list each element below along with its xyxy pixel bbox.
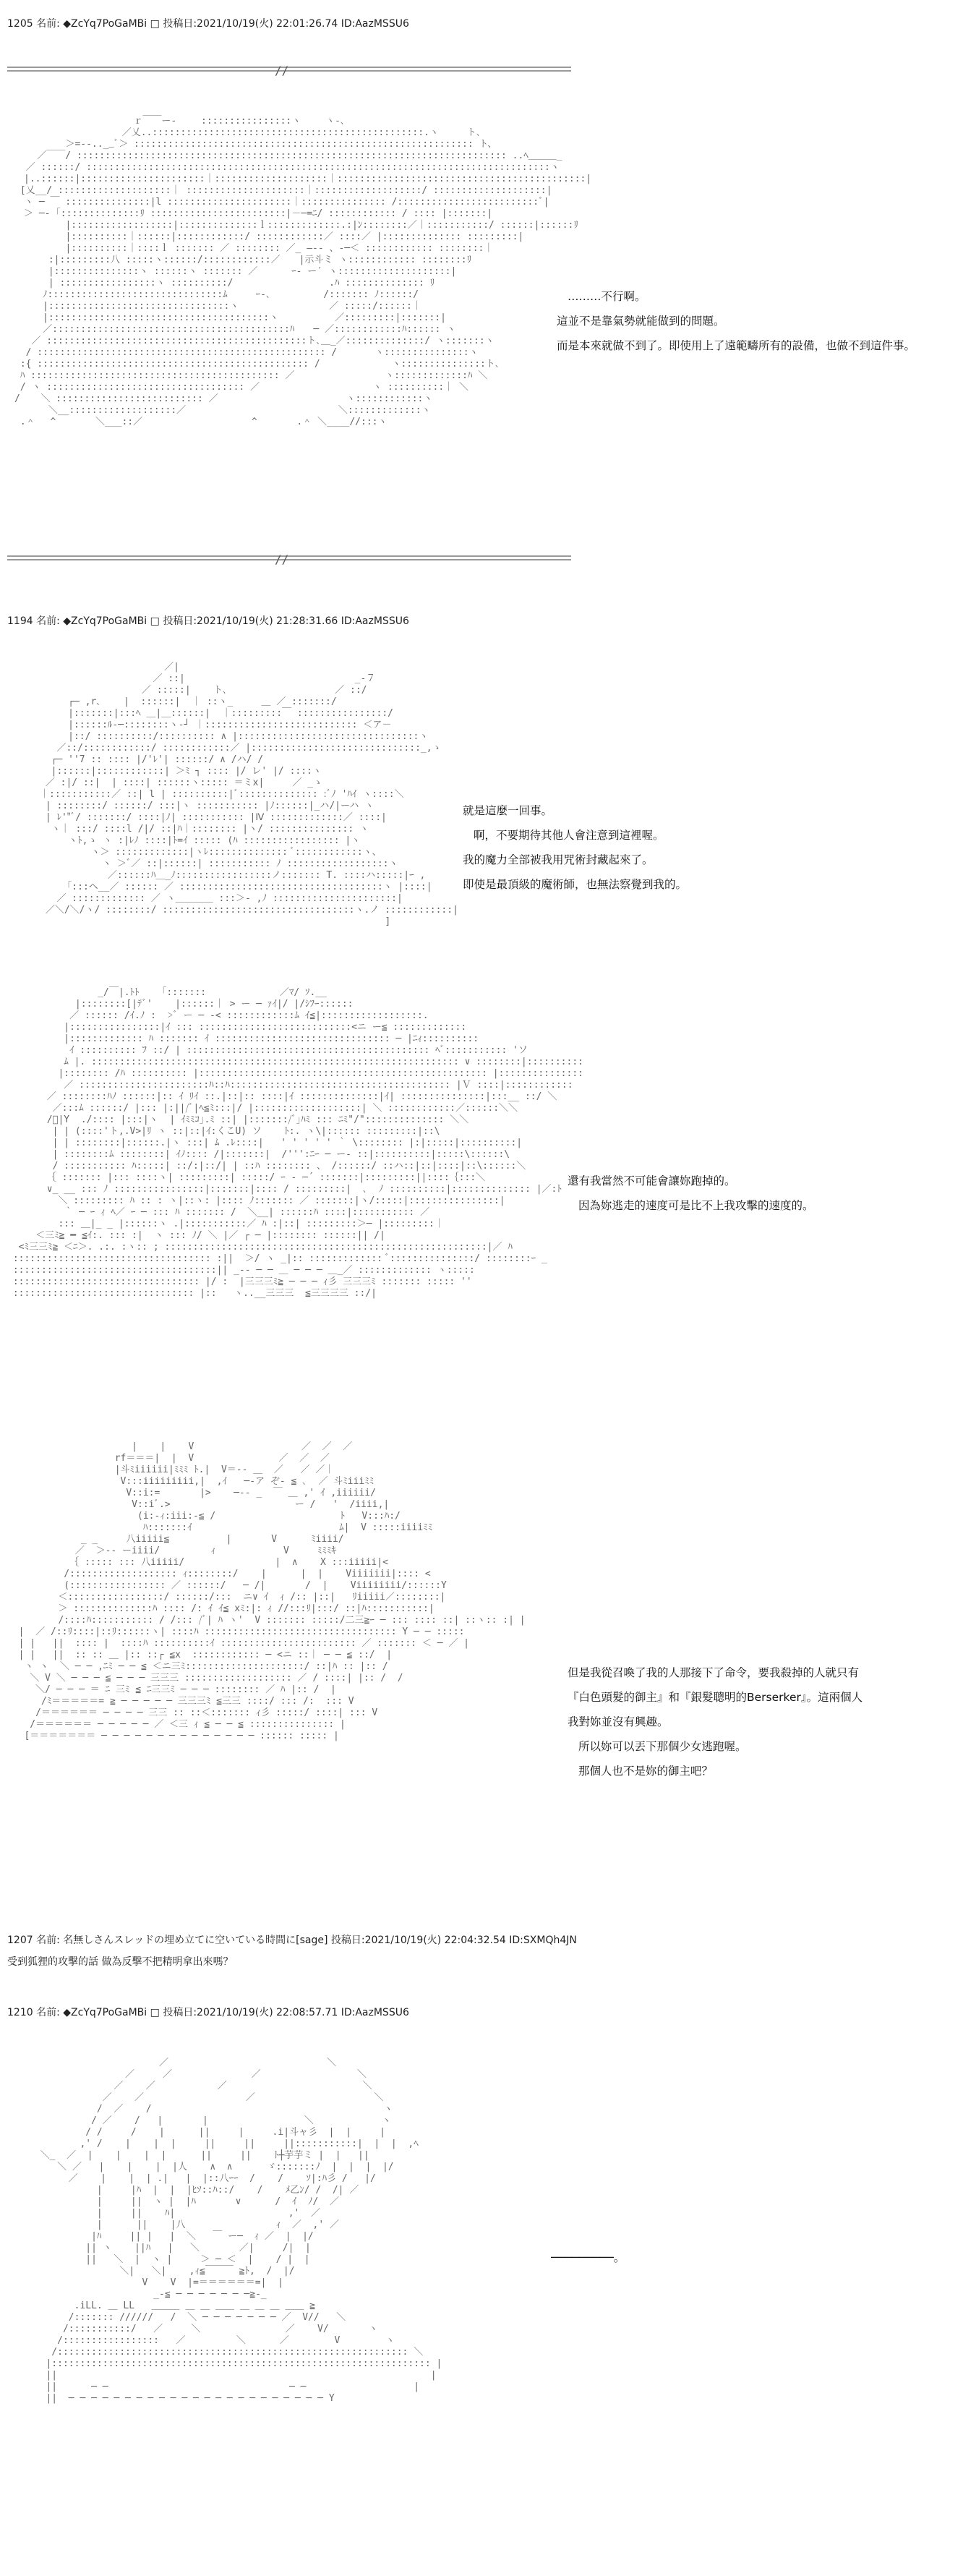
- dialogue-line: 就是這麼一回事。: [463, 804, 553, 817]
- trip-icon: □: [150, 2007, 160, 2018]
- name-label: 名前:: [36, 615, 60, 627]
- divider-line: [7, 67, 571, 68]
- dialogue-line: 所以妳可以丟下那個少女逃跑喔。: [578, 1740, 747, 1753]
- poster-id[interactable]: ID:AazMSSU6: [341, 18, 409, 30]
- date-label: 投稿日:: [330, 1935, 365, 1946]
- post-number: 1207: [7, 1935, 33, 1946]
- dialogue-line: 我的魔力全部被我用咒術封藏起來了。: [463, 853, 654, 866]
- post-header-1194: [7, 613, 409, 628]
- name-label: 名前:: [36, 18, 60, 30]
- divider-line: [7, 70, 571, 72]
- post-1194-text-block-1: [463, 798, 687, 897]
- ascii-art-boy-figure: ／ ＼ ／ ／ ／ ＼ ／ ／ ／ ＼ ／ ／ ／ ＼ / ／ / ヽ / ／ / | | ＼ ヽ / / / | || | .i|斗ャ彡 | | | ,' / | | | || || ||:::::::::::| | | ,ﾍ ＼_ ／ | | | | || || ﾄ┼芋芋ミ | | || ＼ ／ | | | |人 ∧ ∧ ゞ:::::::ﾉ | | | |/ ／ | | | .| | |::八ｰｰ / / ｿ|:ﾊ彡 / |/ | |ﾊ | | |ﾋｿ::ﾊ::/ / ﾒ乙ﾝ/ / /| ／ | || ヽ | |ﾊ ∨ / ｲ ﾉ/ ／ | || ﾊ| ,' ／ | || |八 ｨ ／ ,' ／ |ﾊ || | | ＼ ￣ ー─ ｨ ／ | |/ || ヽ ||ﾊ | ＼ ／| /| | || ＼ | ヽ | ＞ ─ ＜ | / | | ＼| ＼| ,ｨ≦￣￣￣ ≧ﾄ, / |/ V V |=＝＝＝＝＝＝=| | _-≦ ─ ─ ─ ─ ─ ─ ─≧-_ .iLL. ＿ LL ＿＿＿ ＿ ＿ ＿＿ ＿ ＿ ＿ ＿＿ ≧ /::::::: ////// / ＼ ─ ─ ─ ─ ─ ─ ─ ／ V// ＼ /:::::::::::/ ／ ＼ ／ V/ ヽ /::::::::::::::::: ／ ＼ ／ V ヽ /:::::::::::::::::::::::::::::::::::::::::::::::::::::::::::::: ＼ |::::::::::::::::::::::::::::::::::::::::::::::::::::::::::::::::::: | || | || ─ ─ ─ ─ | || ─ ─ ─ ─ ─ ─ ─ ─ ─ ─ ─ ─ ─ ─ ─ ─ ─ ─ ─ ─ ─ ─ ─ Y: [40, 2057, 442, 2404]
- post-number: 1205: [7, 18, 33, 30]
- poster-id[interactable]: ID:SXMQh4JN: [509, 1935, 577, 1946]
- ascii-art-fox-figure: ／| ／ ::| _-７ ／ :::::| ト､ ／ ::/ ┌─ ,r､ | ::::::| ｜ ::ヽ_ ＿ ／ :::::::/ |:::::::|:::ﾍ ＿|＿::::::| ｜:::::::::￣ ::::::::::::::::/ |::::::ﾙ-─::::::::ヽ-┘ ｜::::::::::::::::::::::::::: ＜ア－ |::/ ::::::::::/:::::::::: ∧ |::::::::::::::::::::::::::::::::ヽ ／::/::::::::::::/ ::::::::::::／ |::::::::::::::::::::::::::::::_,ゝ ┌─ ''7 :: :::: |/'ﾚ'| ::::::/ ∧ /ハ/ / |::::::|::::::::::::| ＞ﾐ ┐ :::: |/ レ' |/ ::::ヽ ／ :|/ ::| | ::::| ::::::ヽ::::: ＝ミx| ／ _ゝ ｜:::::::::::／ ::| l | ::::::::::|ﾞ:::::::::::::: :ﾞﾉ 'ﾊｲ ヽ::::＼ | ::::::::/ ::::::/ :::|ヽ ::::::::::: |ﾉ::::::|_ハ/|ーハ ヽ | ﾚ'"ﾞ/ :::::::/ ::::|ﾉ| ::::::::::: |Ⅳ :::::::::::::／ ::::| ヽ｜ :::/ ::::l /|/ ::|ﾊ｜:::::::: |ヽ/ ::::::::::::::: ヽ ヽﾄ,ゝ ヽ :|ﾚﾉ ::::|ﾄ=ｲ ::::: (ﾊ ::::::::::::::::: |ヽ ヽ＞ :::::::::::::|ヽﾚ:::::::::::::: ﾞ::::::::::::ヽ、 ヽ ＞ﾞ／ ::|::::::| ::::::::::: ﾉ ::::::::::::::::::ヽ ／::::::ﾊ＿_ﾉ:::::::::::::::::ノ::::::: T. ::::ハ:::::|ｰ , 「:::ヘ__／ :::::: ／ ::::::::::::::::::::::::::::::::::::ヽ |::::| ／ ::::::::::::: ／ ヽ＿＿＿＿ :::＞- ,ﾉ ::::::::::::::::::::::| ／＼/＼/ヽ/ ::::::::/ ::::::::::::::::::::::::::::::::::ヽ.ノ ::::::::::::| ]: [40, 662, 458, 927]
- poster-name[interactable]: ◆ZcYq7PoGaMBi: [63, 18, 147, 30]
- dialogue-line: 即使是最頂級的魔術師，也無法察覺到我的。: [463, 878, 688, 891]
- dialogue-line: ………不行啊。: [568, 290, 646, 303]
- name-label: 名前:: [36, 2007, 60, 2018]
- post-1210-dash: ─────────。: [551, 2251, 625, 2264]
- ascii-art-girl-figure: | | V ／ ／ ／ rf＝＝＝| | V ／ ／ ／ |斗ﾐiiiiii|ﾐﾐﾐ ﾄ.| V＝-- ＿ ／ ／ ／｜ V:::iiiiiiiii,| ,ｲ ─-ア ぞ‐ ≦ ､ ／ 斗ﾐiiiﾐﾐ V::i:= |> ─-- _ ￣ ＿ ,' ｲ ,iiiiii/ V::iﾞ.> ー / ' /iiii,| (i:-ｨ:iii:-≦ / ﾄ V:::ﾊ:/ ﾊ:::::::ｲ ﾑ| V :::::iiiiﾐﾐ _ _ 八iiiii≦ | V ﾐiiii/ ／ ＞-- ーiiii/ ｨ V ﾐﾐﾐｷ ｛ ::::: ::: 八iiiii/ | ∧ X :::iiiii|< /::::::::::::::::::: ｨ::::::::/ | | | Viiiiiii|:::: < (::::::::::::::::: ／ ::::::/ ─ /| / | Viiiiiiii/::::::Y ＜:::::::::::::::::/ ::::::/::: ニ∨ ｲ ｨ /:: |::| ﾘiiiii／::::::::| ＞ ::::::::::::::ﾊ :::: /: ｲ ｲ≦ xﾐ:|: ｨ //:::ﾘ|:::/ ::|ﾊ:::::::::::| /::::ﾊ::::::::::: / /::: /ﾞ| ﾊ ヽ' V ::::::: :::::/二三≧ｰ ─ ::: :::: ::| ::ヽ:: :| | | ／ /::ﾘ::::|::ﾘ::::::ヽ| ::::ﾊ :::::::::::::::::::::::::::::::::: Y ─ ─ ::::: | | || :::: | ::::ﾊ ::::::::::ｲ :::::::::::::::::::::::: ／ ::::::: ＜ ─ ／ | | | || :: :: ＿ |:: ::┌ ≦x :::::::::::: ─ <ニ ::｜ ─ ─ ≦ ::/ | ヽ ヽ ＼ ─ ─ ,ﾆﾐ ─ ─ ≦ ＜ニ三ﾐ:::::::::::::::::::::/ ::|ﾊ :: |:: / ＼ V ＼ ─ ─ ─ ≦ ─ ─ ─ 三三三 ::::::::::::::::::: ／ / ::::| |:: / / ＼/ ─ ─ ─ ＝ ﾆ 三ﾐ ≦ ﾆ三三ﾐ ─ ─ ─ :::::::: ／ ﾊ |:: / | /ﾐ＝＝＝＝＝= ≧ ─ ─ ─ ─ ─ 三三三ﾐ ≦三三 ::::/ ::: /: ::: V /＝＝＝＝＝＝ ─ ─ ─ ─ 三三 :: ::＜::::::: ｨ彡 :::::/ ::::| ::: V /＝＝＝＝＝＝ ─ ─ ─ ─ ─ ／ ＜三 ｨ ≦ ─ ─ ≦ ::::::::::::::: | [＝＝＝＝＝＝＝ ─ ─ ─ ─ ─ ─ ─ ─ ─ ─ ─ ─ ─ ─ :::::: ::::: |: [18, 1441, 526, 1741]
- poster-id[interactable]: ID:AazMSSU6: [341, 2007, 409, 2018]
- divider-line: [7, 559, 571, 560]
- section-divider: [7, 553, 571, 566]
- post-header-1210: [7, 2005, 409, 2019]
- dialogue-line: 『白色頭髮的御主』和『銀髮聰明的Berserker』。這兩個人: [568, 1691, 863, 1704]
- date-label: 投稿日:: [163, 615, 197, 627]
- poster-name[interactable]: ◆ZcYq7PoGaMBi: [63, 615, 147, 627]
- dialogue-line: 我對妳並沒有興趣。: [568, 1715, 669, 1728]
- trip-icon: □: [150, 18, 160, 30]
- post-1207-text: 受到狐狸的攻擊的話 做為反擊不把精明拿出來嗎？: [7, 1956, 234, 1968]
- post-header-1207: [7, 1932, 577, 1947]
- divider-mark: //: [275, 64, 289, 77]
- dialogue-line: 還有我當然不可能會讓妳跑掉的。: [568, 1174, 736, 1187]
- post-date: 2021/10/19(火) 22:08:57.71: [197, 2007, 338, 2018]
- post-1205-text: [557, 284, 915, 358]
- poster-name[interactable]: 名無しさんスレッドの埋め立てに空いている時間に[sage]: [63, 1935, 328, 1946]
- ascii-art-figure: ｒ￣￣ー‐ ::::::::::::::::ヽ ヽ-､ ／乂..::::::::::::::::::::::::::::::::::::::::::::::::.ヽ ト､ ＞=-‐..__ﾞ＞ :::::::::::::::::::::::::::::::::::::::::::::::::::::::::::: ト、 ／￣￣/ :::::::::::::::::::::::::::::::::::::::::::::::::::::::::::::::::::::::::::: ..ﾍ＿＿＿_ ／ ::::::/ ::::::::::::::::::::::::::::::::::::::::::::::::::::::::::::::::::::::::::::::::::ヽ |..::::::|::::::::::::::::::::::｜::::::::::::::::::::｜::::::::::::::::::::::::::::::::::::::::::::| [乂__/ ::::::::::::::::::::｜ :::::::::::::::::::::｜:::::::::::::::::::/ ::::::::::::::::::::| ヽ ─ ￣ :::::::::::::::|l ::::::::::::::::::::::｜::::::::::::::: /:::::::::::::::::::::::::ﾞ| ＞ ─- ｢::::::::::::::ﾘ ::::::::::::::::::::::::|－─=ﾆ/ :::::::::::: / :::: |:::::::| |::::::::::::::::::|::::::::::::::ｌ:::::::::::::.:|ﾝ::::::::／｜:::::::::::/ ::::::|::::::ﾘ |::::::::::｜::::::|::::::::::::/ ::::::::::::／ ::::／ |:::::::::::::: :::::::::| |::::::::::｜::::ｌ ::::::: ／ :::::::: ／_ ―‐- 、-─＜ :::::::::::: ::::::::｜ :|:::::::::八 :::::ヽ::::::/::::::::::::／ |示斗ミ ヽ:::::::::::: ::::::::ﾘ |:::::::::::::::ヽ ::::::ヽ ::::::: ／ ｰ- ー′ ヽ::::::::::::::::::::| | :::::::::::::::::ヽ ::::::::::/ .ﾊ :::::::::::::: ﾘ ﾉ:::::::::::::::::::::::::::::::ﾑ ｰ-､ /::::::: ﾉ::::::/ |::::::::::::::::::::::::::::::::ヽ ／ :::::/::::::｜ |:::::::::::::::::::::::::::::::::::::::ヽ ／:::::::::|:::::::| ／::::::::::::::::::::::::::::::::::::::::::ﾊ ─ ／::::::::::::ﾊ:::::: ヽ ／ ::::::::::::::::::::::::::::::::::::::::::::::ト､＿_／::::::::::::::/ ヽ:::::::ヽ / ::::::::::::::::::::::::::::::::::::::::::::::::::: / ヽ:::::::::::::::ヽ :{ :::::::::::::::::::::::::::::::::::::::::::::::: / ヽ:::::::::::::::ト､ ﾊ :::::::::::::::::::::::::::::::::::::::::::: ／ ヽ:::::::::::::ﾊ ＼ / ヽ ::::::::::::::::::::::::::::::::::: ／ ヽ ::::::::::｜ ＼ / ＼ :::::::::::::::::::::::::: ／ ヽ::::::::::::ヽ ＼__:::::::::::::::::::／ ＼:::::::::::::ヽ .＾ ^ ＼___::／ ^ .＾ ＼____//:::ヽ: [14, 116, 592, 427]
- post-date: 2021/10/19(火) 21:28:31.66: [197, 615, 338, 627]
- post-number: 1210: [7, 2007, 33, 2018]
- trip-icon: □: [150, 615, 160, 627]
- poster-id[interactable]: ID:AazMSSU6: [341, 615, 409, 627]
- section-divider: [7, 64, 571, 77]
- divider-line: [7, 555, 571, 557]
- post-1194-text-block-3: [568, 1660, 862, 1783]
- post-number: 1194: [7, 615, 33, 627]
- divider-mark: //: [275, 553, 289, 566]
- post-1194-text-block-2: [568, 1169, 814, 1218]
- dialogue-line: 那個人也不是妳的御主吧？: [578, 1765, 714, 1778]
- date-label: 投稿日:: [163, 2007, 197, 2018]
- dialogue-line: 但是我從召喚了我的人那接下了命令，要我殺掉的人就只有: [568, 1666, 860, 1679]
- dialogue-line: 這並不是靠氣勢就能做到的問題。: [557, 315, 725, 328]
- date-label: 投稿日:: [163, 18, 197, 30]
- name-label: 名前:: [36, 1935, 60, 1946]
- post-date: 2021/10/19(火) 22:01:26.74: [197, 18, 338, 30]
- ascii-art-beast-figure: _/￣|.ﾄﾄ ｢::::::: ／ﾏ/ ｿ.__ |::::::::[|ﾃﾞ' |::::::｜ > ー ─ ｧｲ|/ |/ｼﾌｰ:::::: ／ :::::: /ｲ.ﾉ : >ﾞ ー ─ ‐< ::::::::::::ﾑ ｲ≦|::::::::::::::::::. |::::::::::::::::|ｲ ::: :::::::::::::::::::::::::::<ニ ー≦ ::::::::::::: |::::::::::::: ﾊ ::::::: ｲ ::::::::::::::::::::::::::::::: ─ |ﾆｨ:::::::::: ｲ :::::::::: ﾌ ::/ | ::::::::::::::::::::::::::::::::::::::::::: ﾍﾞ::::::::::: 'ソ ﾑ |. ::::::::::::::::::::::::::::::::::::::::::::::::::::::::::::::::: ∨ ::::::::|:::::::::: |:::::::: /ﾊ :::::::::: |::::::::::::::::::::::::::::::::::::::::::::::::::: |::::::::::::::: ／ :::::::::::::::::::::::ﾊ::ﾊ::::::::::::::::::::::::::::::::::::::: |Ｖ ::::|:::::::::::: ／ ::::::::ﾊﾉ ::::::|:: ｲ ﾘｲ ::.|::|:: ::::|ｲ ::::::::::::::|ｲ| :::::::::::::::|:::__ ::/ ＼ ／:::ﾑ ::::::/ |::: |:||/ﾞ|ﾍ≦ﾐ:::|/ |:::::::::::::::::::| ＼ ::::::::::::／::::::＼＼ /ﾞ|Y ./:::: |:::|ヽ | ｲﾐﾐｺ｣.ﾐ ::| |:::::::/ﾞ｣ﾊﾐ ::: ﾆﾐ"/":::::::::::::: ＼＼ | | (::::'ト,.V>|ﾘ ヽ ::|::|ｲ:くこU) ソ ﾄ:. ヽ\|:::::: :::::::::|::\ | | ::::::::|::::::.|ヽ :::| ﾑ .ﾚ::::| ' ' ' ' ' ｀ \:::::::: |:|:::::|::::::::::| | ::::::::ﾑ ::::::::| ｲﾉ:::: /|:::::::| /''':ﾆｰ ─ ー‐ ::|::::::::::|:::::\::::::\ / ::::::::::: ﾊ:::::| ::/:|::/| | ::ﾊ :::::::: 、 /::::::/ ::ハ::|::|::::|::\::::::＼ ｛ ::::::: |::: ::::ヽ| :::::::::| :::::/ ｰ ‐ ─´ :::::::|:::::::::||::::｛:::＼ ∨_ __ ::: ﾉ ::::::::::::::::|:::::::|:::: / :::::::::| ､ ﾉ ::::::::::|:::::::::::::: |／:ﾄ ＼ ::::::::: ﾊ :: : ヽ|::ヽ: |:::: ﾉ::::::: ／ :::::::|ヽ/:::::|::::::::::::::::| ｀ ─ ｰ ｨ ﾍ／ ｰ ─ ::: ﾊ ::::::: / ＼__| ::::::ﾊ ::::|::::::::::: ／ ::: ＿|_ _ |::::::ヽ .|:::::::::::／ ﾊ :|::| :::::::::＞─ |:::::::::｜ ＜三ﾐ≧ ━ ≦ｲ:. ::: :| ヽ ::: ﾉ/ ＼ |／ ┌ ─ |:::::::: ::::::|| /| <ﾐ三三ﾐ≧ ＜ﾆ＞. .:. :ヽ:: ; :::::::::::::::::::::::::::::::::::::::::::::::::::::::::|／ ﾊ ::::::::::::::::::::::::::::::::::: :|| ＞/ ヽ _|:: ::::::::::::: ﾞ:::::::::::::::/ ::::::::ｰ _ ::::::::::::::::::::::::::::::::::::|| _-‐ ─ ─ ＿ ─ ─ ─ ＿_／ ::::::::::::: ヽ::::: ::::::::::::::::::::::::::::::::: |/ : |三三三ﾐ≧ ─ ─ ─ ｨ彡 三三三ﾐ ::::::: ::::: '' :::::::::::::::::::::::::::::::: |:: ヽ..__三三三 ≦三三三三 ::/|: [12, 987, 583, 1299]
- post-date: 2021/10/19(火) 22:04:32.54: [364, 1935, 506, 1946]
- dialogue-line: 因為妳逃走的速度可是比不上我攻擊的速度的。: [578, 1199, 814, 1212]
- dialogue-line: 啊，不要期待其他人會注意到這裡喔。: [474, 829, 664, 842]
- dialogue-line: 而是本來就做不到了。即使用上了遠範疇所有的設備，也做不到這件事。: [557, 339, 916, 352]
- poster-name[interactable]: ◆ZcYq7PoGaMBi: [63, 2007, 147, 2018]
- post-header-1205: [7, 16, 409, 30]
